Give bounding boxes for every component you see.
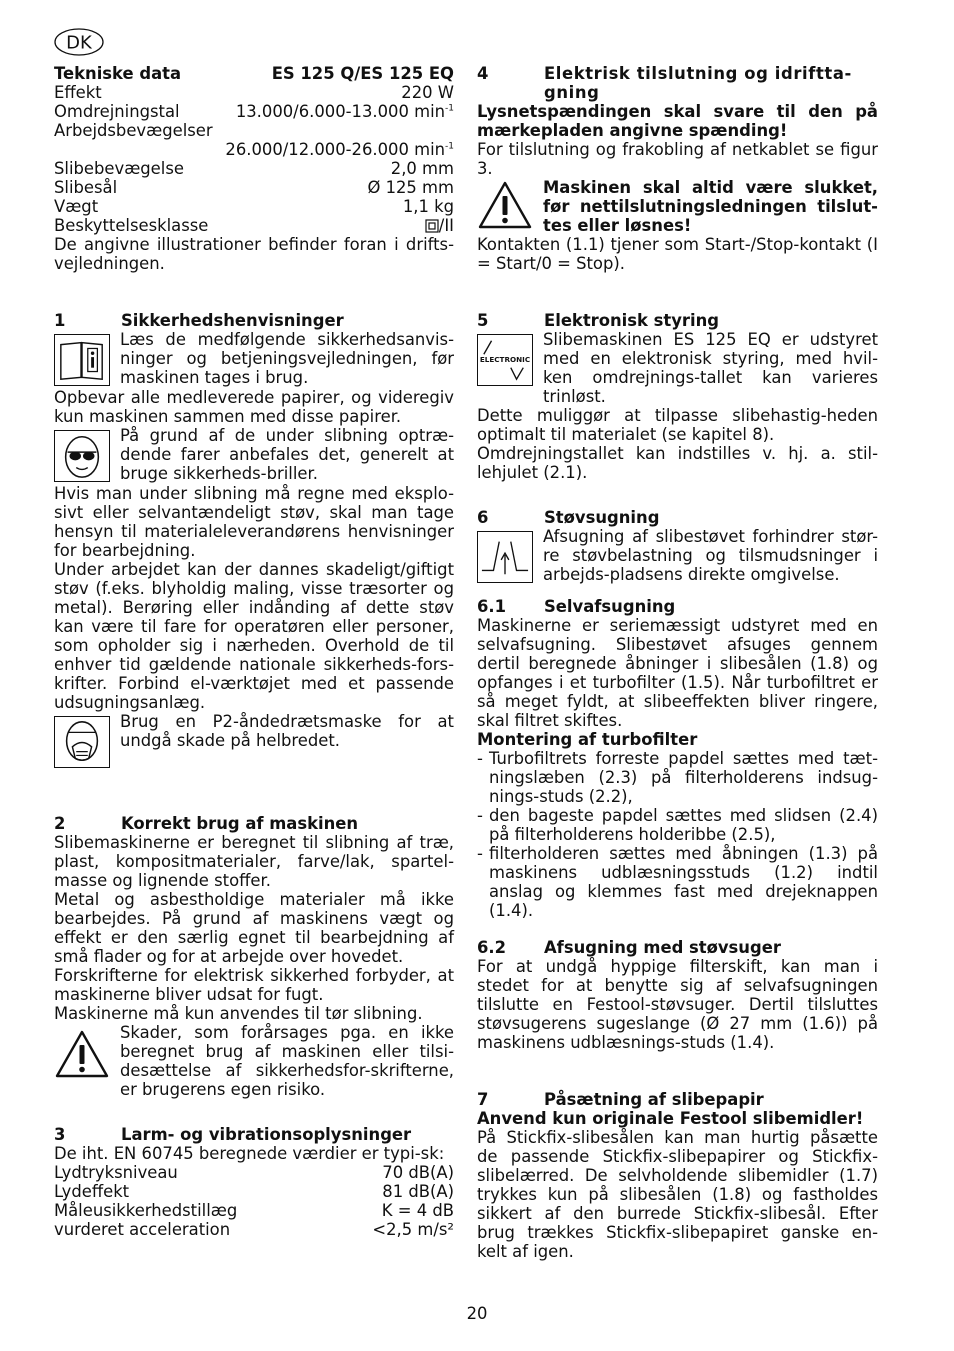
paragraph: Opbevar alle medleverede papirer, og videregiv kun maskinen sammen med disse papirer. xyxy=(54,388,454,426)
spec-label: Vægt xyxy=(54,197,99,216)
dust-extraction-icon xyxy=(477,531,533,583)
section-1 xyxy=(54,311,454,770)
section-2 xyxy=(54,814,454,1099)
paragraph: For tilslutning og frakobling af netkablet se figur 3. xyxy=(477,140,878,178)
bold-notice: Lysnetspændingen skal svare til den på mærkepladen angivne spænding! xyxy=(477,102,878,140)
spec-row xyxy=(54,216,454,235)
spec-row xyxy=(54,121,454,140)
spec-label: Arbejdsbevægelser xyxy=(54,121,213,140)
spec-label: Slibebevægelse xyxy=(54,159,184,178)
spec-value: 1,1 kg xyxy=(402,197,454,216)
section-heading: 6 Støvsugning xyxy=(477,508,660,527)
paragraph: Maskinerne må kun anvendes til tør slibning. xyxy=(54,1004,423,1023)
left-column xyxy=(54,64,454,1239)
list-item: - den bageste papdel sættes med slidsen (2.4) på filterholderens holderibbe (2.5), xyxy=(477,806,878,844)
section-heading: 1 Sikkerhedshenvisninger xyxy=(54,311,344,330)
spec-label: Effekt xyxy=(54,83,102,102)
noise-row: vurderet acceleration <2,5 m/s² xyxy=(54,1220,454,1239)
paragraph: Slibemaskinen ES 125 EQ er udstyret med en elektronisk styring, med hvil-ken omdrejnings-tallet kan varieres trinløst. xyxy=(543,330,878,406)
section-heading: 2 Korrekt brug af maskinen xyxy=(54,814,359,833)
paragraph: For at undgå hyppige filterskift, kan man i stedet for at benytte sig af selvafsugningen tilslutte en Festool-støvsuger. Dertil tilsluttes støvsugerens sugeslange (Ø 27 mm (1.6)) på maskinens udblæsnings-studs (1.4). xyxy=(477,957,878,1052)
warning-text: Maskinen skal altid være slukket, før nettilslutningsledningen tilslut-tes eller løsnes! xyxy=(543,178,878,235)
paragraph: Forskrifterne for elektrisk sikkerhed forbyder, at maskinerne bliver udsat for fugt. xyxy=(54,966,454,1004)
section-heading: 3 Larm- og vibrationsoplysninger xyxy=(54,1125,412,1144)
warning-icon xyxy=(54,1029,110,1079)
spec-label: Slibesål xyxy=(54,178,118,197)
spec-row xyxy=(54,197,454,216)
warning-icon xyxy=(477,180,533,230)
bold-notice: Anvend kun originale Festool slibemidler! xyxy=(477,1109,864,1128)
section-6 xyxy=(477,508,878,585)
spec-row xyxy=(54,83,454,102)
spec-value: /II xyxy=(425,216,454,235)
spec-value: 220 W xyxy=(401,83,454,102)
spec-row xyxy=(54,159,454,178)
paragraph: Under arbejdet kan der dannes skadeligt/giftigt støv (f.eks. blyholdig maling, visse træsorter og metal). Berøring eller indånding af dette støv kan være til fare for operatøren eller personer, som opholder sig i nærheden. Overhold de til enhver tid gældende nationale sikkerheds-fors-krifter. Forbind el-værktøjet med et passende udsugningsanlæg. xyxy=(54,560,454,712)
spec-row xyxy=(54,140,454,159)
section-7 xyxy=(477,1090,878,1261)
svg-text:ELECTRONIC: ELECTRONIC xyxy=(479,354,531,364)
section-heading: 6.1 Selvafsugning xyxy=(477,597,676,616)
section-3 xyxy=(54,1125,454,1239)
spec-value: 2,0 mm xyxy=(390,159,454,178)
paragraph: Hvis man under slibning må regne med eksplo-sivt eller selvantændeligt støv, skal man tage hensyn til materialeleverandørens henvisninger for bearbejdning. xyxy=(54,484,454,560)
section-5 xyxy=(477,311,878,482)
spec-label: Omdrejningstal xyxy=(54,102,180,121)
electronic-icon xyxy=(477,334,533,386)
paragraph: Brug en P2-åndedrætsmaske for at undgå skade på helbredet. xyxy=(120,712,454,750)
section-6-2 xyxy=(477,938,878,1052)
section-4 xyxy=(477,64,878,273)
section-6-1 xyxy=(477,597,878,920)
spec-value: Ø 125 mm xyxy=(367,178,454,197)
paragraph: På Stickfix-slibesålen kan man hurtig påsætte de passende Stickfix-slibepapirer og Stickfix-slibelærred. De selvholdende slibemidler (1.7) trykkes kun på slibesålen (1.8) og fastholdes sikkert af den burrede Stickfix-slibesål. Efter brug trækkes Stickfix-slibepapiret ganske en-kelt af igen. xyxy=(477,1128,878,1261)
safety-glasses-icon xyxy=(54,430,110,482)
spec-value: 13.000/6.000-13.000 $\min^{-1}$ xyxy=(235,102,454,121)
paragraph: På grund af de under slibning optræ-dende farer anbefales det, generelt at bruge sikkerheds-briller. xyxy=(120,426,454,483)
list-item: - Turbofiltrets forreste papdel sættes med tæt-ningslæben (2.3) på filterholderens indsug-nings-studs (2.2), xyxy=(477,749,878,806)
svg-text:DK: DK xyxy=(66,32,92,54)
spec-value: 26.000/12.000-26.000 $\min^{-1}$ xyxy=(225,140,454,159)
section-heading: 6.2 Afsugning med støvsuger xyxy=(477,938,781,957)
paragraph: Dette muliggør at tilpasse slibehastig-heden optimalt til materialet (se kapitel 8). xyxy=(477,406,878,444)
noise-row: Lydtryksniveau 70 dB(A) xyxy=(54,1163,454,1182)
paragraph: Skader, som forårsages pga. en ikke beregnet brug af maskinen eller tilsi-desættelse af sikkerhedsfor-skrifterne, er brugerens egen risiko. xyxy=(120,1023,454,1099)
double-insulation-icon xyxy=(425,219,439,233)
paragraph: Slibemaskinerne er beregnet til slibning af træ, plast, kompositmaterialer, farve/lak, spartel-masse og lignende stoffer. xyxy=(54,833,454,890)
paragraph: Omdrejningstallet kan indstilles v. hj. a. stil-lehjulet (2.1). xyxy=(477,444,878,482)
tech-data-section xyxy=(54,64,454,273)
noise-row: Lydeffekt 81 dB(A) xyxy=(54,1182,454,1201)
paragraph: Maskinerne er seriemæssigt udstyret med en selvafsugning. Slibestøvet afsuges gennem dertil beregnede åbninger i slibesålen (1.8) og opfanges i et turbofilter (1.5). Når turbofiltret er så meget fyldt, at slibeeffekten bliver ringere, skal filtret skiftes. xyxy=(477,616,878,730)
spec-row xyxy=(54,102,454,121)
tech-data-header xyxy=(54,64,454,83)
tech-data-title: Tekniske data xyxy=(54,64,182,83)
section-heading: 4 Elektrisk tilslutning og idriftta-gning xyxy=(477,64,852,102)
noise-row: Måleusikkerhedstillæg K = 4 dB xyxy=(54,1201,454,1220)
list-item: - filterholderen sættes med åbningen (1.3) på maskinens udblæsningsstuds (1.2) indtil anslag og klemmes fast med drejeknappen (1.4). xyxy=(477,844,878,920)
right-column xyxy=(477,64,878,1261)
section-heading: 7 Påsætning af slibepapir xyxy=(477,1090,764,1109)
tech-data-model: ES 125 Q/ES 125 EQ xyxy=(271,64,454,83)
paragraph: Læs de medfølgende sikkerhedsanvis-ninger og betjeningsvejledningen, før maskinen tages i brug. xyxy=(120,330,454,387)
subheading: Montering af turbofilter xyxy=(477,730,698,749)
spec-label: Beskyttelsesklasse xyxy=(54,216,209,235)
paragraph: De iht. EN 60745 beregnede værdier er typi-sk: xyxy=(54,1144,445,1163)
spec-row xyxy=(54,178,454,197)
respirator-mask-icon xyxy=(54,716,110,768)
section-heading: 5 Elektronisk styring xyxy=(477,311,720,330)
page-number: 20 xyxy=(466,1304,488,1323)
illustration-note: De angivne illustrationer befinder foran i drifts-vejledningen. xyxy=(54,235,454,273)
paragraph: Kontakten (1.1) tjener som Start-/Stop-kontakt (I = Start/0 = Stop). xyxy=(477,235,878,273)
paragraph: Metal og asbestholdige materialer må ikke bearbejdes. På grund af maskinens vægt og effekt er den særlig egnet til bearbejdning af små flader og for at arbejde over hovedet. xyxy=(54,890,454,966)
language-badge xyxy=(54,28,104,56)
paragraph: Afsugning af slibestøvet forhindrer stør-re støvbelastning og tilsmudsninger i arbejds-pladsens direkte omgivelse. xyxy=(543,527,878,584)
read-manual-icon xyxy=(54,334,110,386)
